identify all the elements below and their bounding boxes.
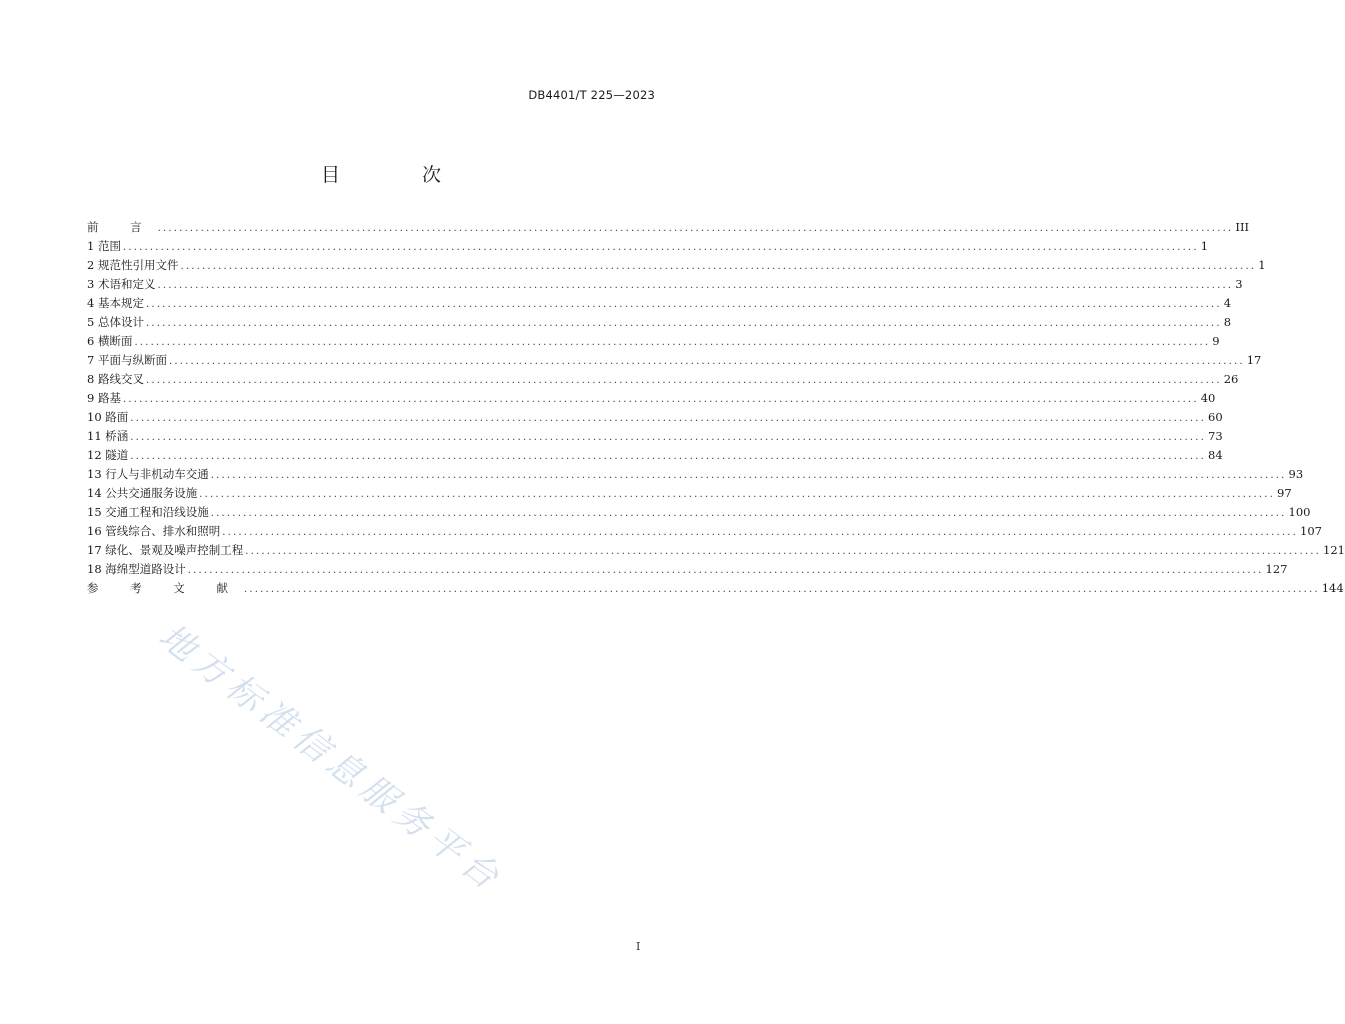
toc-entry[interactable] — [87, 446, 1223, 465]
toc-entry-label: 12 隧道 — [87, 448, 129, 462]
page-title: 目 次 — [320, 164, 480, 186]
toc-entry[interactable] — [87, 370, 1239, 389]
toc-leader-dots: ........................................................................................................................................................................................................ — [210, 470, 1287, 481]
toc-entry[interactable] — [87, 275, 1243, 294]
toc-entry[interactable] — [87, 313, 1232, 332]
toc-leader-dots: ........................................................................................................................................................................................................ — [134, 337, 1211, 348]
toc-leader-dots: ........................................................................................................................................................................................................ — [210, 508, 1287, 519]
toc-entry-page: 40 — [1200, 391, 1216, 405]
toc-entry-page: 127 — [1265, 562, 1288, 576]
toc-entry-label: 11 桥涵 — [87, 429, 129, 443]
toc-entry-label: 13 行人与非机动车交通 — [87, 467, 209, 481]
toc-entry-label: 参 考 文 献 — [87, 581, 242, 595]
toc-entry[interactable] — [87, 294, 1232, 313]
toc-entry[interactable] — [87, 332, 1220, 351]
toc-entry-page: 73 — [1208, 429, 1223, 443]
watermark: 地方标准信息服务平台 — [151, 616, 511, 902]
toc-entry-page: 1 — [1258, 258, 1266, 272]
toc-entry-label: 14 公共交通服务设施 — [87, 486, 198, 500]
toc-entry-label: 6 横断面 — [87, 334, 133, 348]
toc-entry[interactable] — [87, 579, 1344, 598]
toc-entry[interactable] — [87, 427, 1223, 446]
standard-code: DB4401/T 225—2023 — [528, 88, 655, 102]
toc-entry-page: III — [1235, 220, 1250, 234]
toc-leader-dots: ........................................................................................................................................................................................................ — [122, 242, 1199, 253]
page-number: I — [636, 940, 641, 953]
toc-entry-label: 7 平面与纵断面 — [87, 353, 167, 367]
toc-entry-page: 144 — [1321, 581, 1344, 595]
toc-leader-dots: ........................................................................................................................................................................................................ — [122, 394, 1199, 405]
toc-entry[interactable] — [87, 351, 1262, 370]
toc-leader-dots: ........................................................................................................................................................................................................ — [130, 451, 1207, 462]
toc-entry-label: 2 规范性引用文件 — [87, 258, 179, 272]
toc-entry-page: 3 — [1235, 277, 1243, 291]
toc-entry-label: 10 路面 — [87, 410, 129, 424]
toc-entry-page: 100 — [1288, 505, 1311, 519]
toc-entry[interactable] — [87, 465, 1304, 484]
toc-entry-label: 5 总体设计 — [87, 315, 144, 329]
toc-entry-page: 17 — [1246, 353, 1262, 367]
toc-entry-page: 60 — [1208, 410, 1223, 424]
toc-entry-label: 前 言 — [87, 220, 156, 234]
toc-entry-page: 84 — [1208, 448, 1223, 462]
table-of-contents — [87, 218, 1345, 598]
toc-leader-dots: ........................................................................................................................................................................................................ — [180, 261, 1257, 272]
toc-entry-page: 121 — [1323, 543, 1345, 557]
toc-leader-dots: ........................................................................................................................................................................................................ — [187, 565, 1264, 576]
toc-leader-dots: ........................................................................................................................................................................................................ — [130, 432, 1207, 443]
toc-entry-label: 8 路线交叉 — [87, 372, 144, 386]
toc-entry-label: 3 术语和定义 — [87, 277, 156, 291]
toc-entry[interactable] — [87, 237, 1209, 256]
toc-leader-dots: ........................................................................................................................................................................................................ — [222, 527, 1299, 538]
toc-leader-dots: ........................................................................................................................................................................................................ — [130, 413, 1207, 424]
toc-entry[interactable] — [87, 503, 1311, 522]
toc-entry[interactable] — [87, 408, 1223, 427]
toc-entry[interactable] — [87, 522, 1322, 541]
toc-entry-label: 1 范围 — [87, 239, 121, 253]
toc-entry[interactable] — [87, 541, 1345, 560]
toc-entry-label: 17 绿化、景观及噪声控制工程 — [87, 543, 244, 557]
toc-entry-label: 9 路基 — [87, 391, 121, 405]
toc-entry-page: 1 — [1200, 239, 1209, 253]
toc-entry[interactable] — [87, 484, 1292, 503]
toc-entry[interactable] — [87, 218, 1250, 237]
toc-entry[interactable] — [87, 389, 1216, 408]
toc-entry[interactable] — [87, 256, 1266, 275]
toc-leader-dots: ........................................................................................................................................................................................................ — [245, 546, 1322, 557]
toc-leader-dots: ........................................................................................................................................................................................................ — [157, 280, 1234, 291]
toc-entry-page: 107 — [1300, 524, 1322, 538]
toc-leader-dots: ........................................................................................................................................................................................................ — [243, 584, 1320, 595]
toc-leader-dots: ........................................................................................................................................................................................................ — [145, 318, 1222, 329]
toc-entry-label: 4 基本规定 — [87, 296, 144, 310]
toc-entry-label: 16 管线综合、排水和照明 — [87, 524, 221, 538]
toc-entry[interactable] — [87, 560, 1288, 579]
toc-entry-page: 4 — [1223, 296, 1232, 310]
toc-leader-dots: ........................................................................................................................................................................................................ — [145, 299, 1222, 310]
toc-entry-page: 8 — [1223, 315, 1232, 329]
toc-leader-dots: ........................................................................................................................................................................................................ — [168, 356, 1245, 367]
toc-entry-page: 97 — [1277, 486, 1292, 500]
toc-entry-page: 93 — [1288, 467, 1304, 481]
toc-entry-label: 18 海绵型道路设计 — [87, 562, 186, 576]
toc-entry-label: 15 交通工程和沿线设施 — [87, 505, 209, 519]
toc-leader-dots: ........................................................................................................................................................................................................ — [157, 223, 1234, 234]
toc-leader-dots: ........................................................................................................................................................................................................ — [145, 375, 1222, 386]
toc-leader-dots: ........................................................................................................................................................................................................ — [199, 489, 1276, 500]
toc-entry-page: 9 — [1212, 334, 1220, 348]
toc-entry-page: 26 — [1223, 372, 1239, 386]
